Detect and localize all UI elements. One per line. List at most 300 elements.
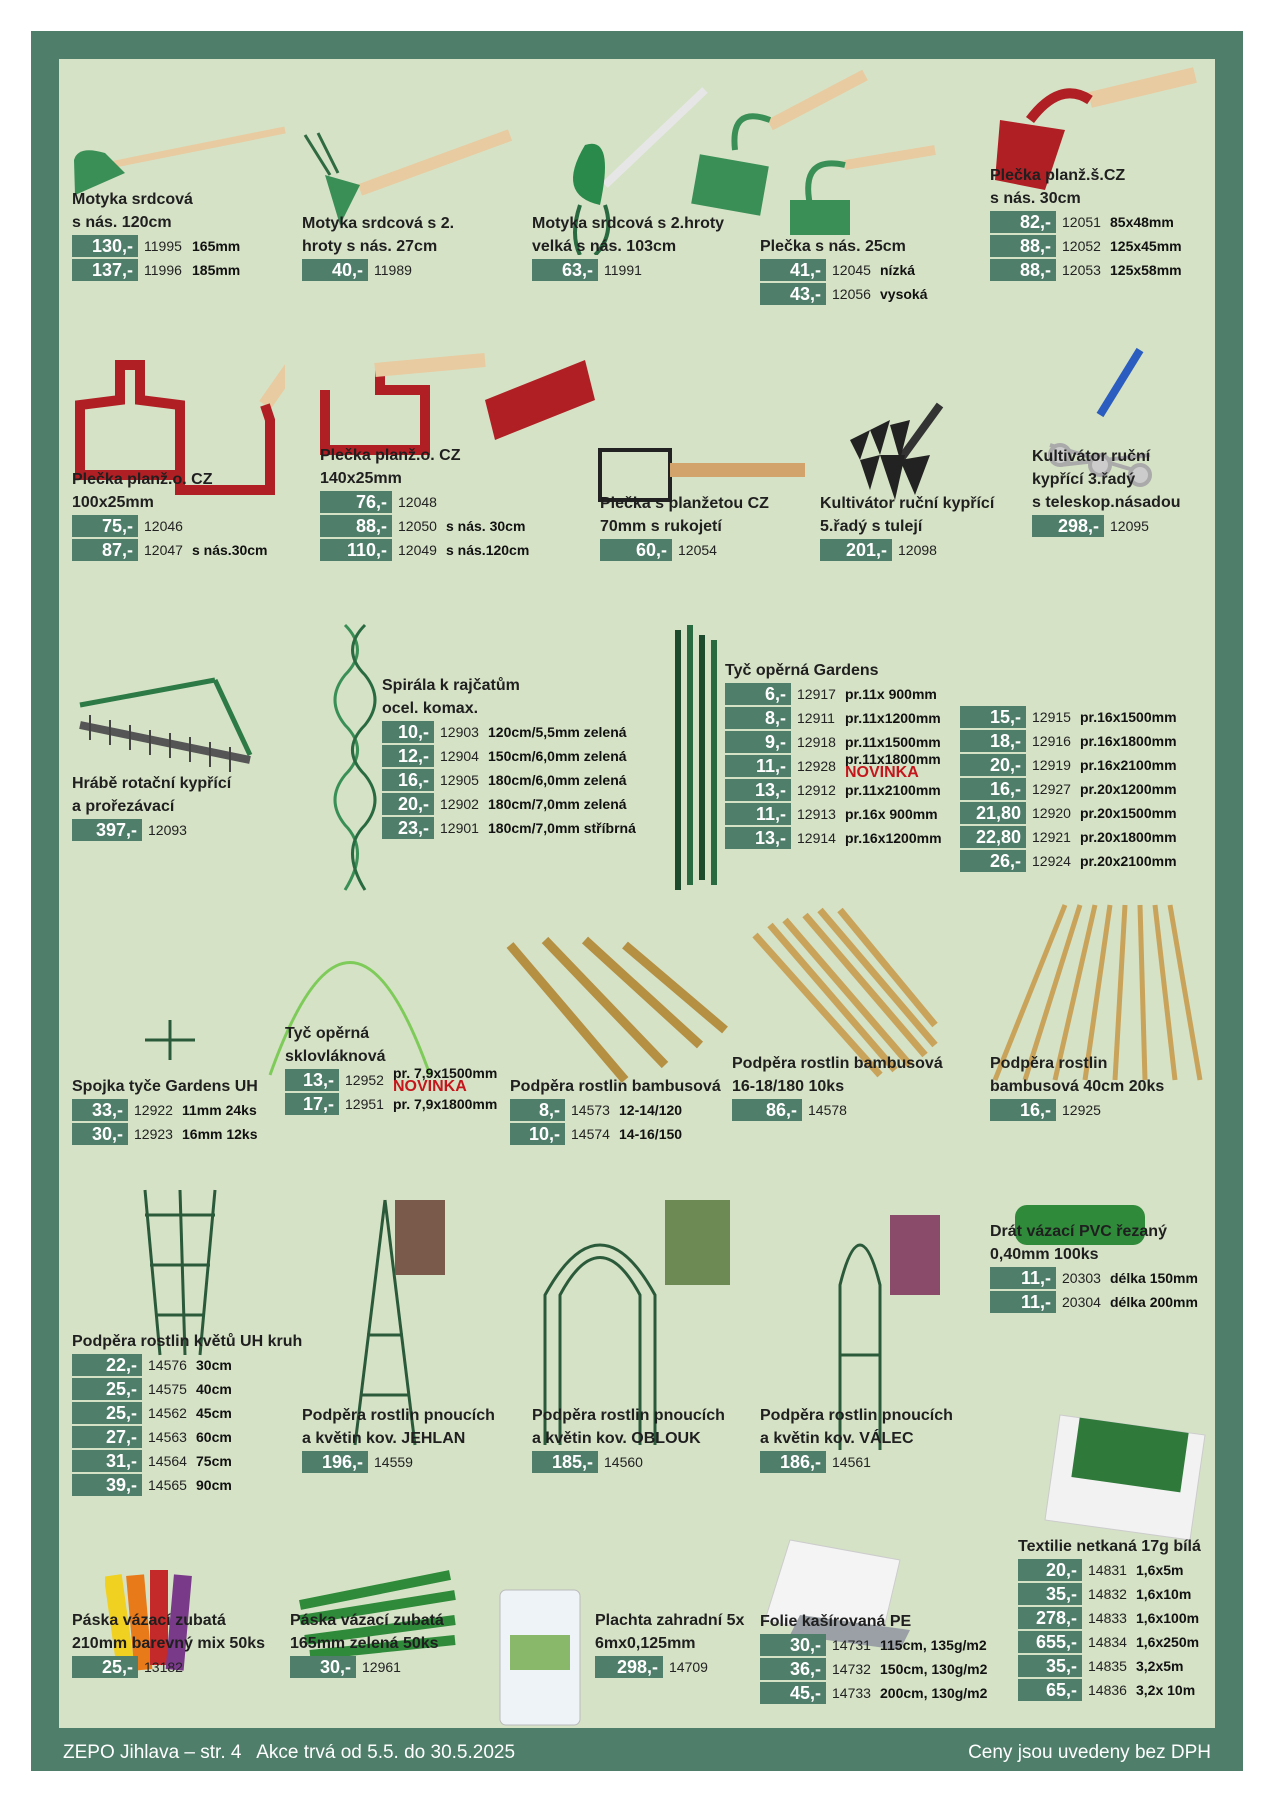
price-row xyxy=(960,849,1177,873)
product-block xyxy=(72,1609,265,1679)
product-variant: 12-14/120 xyxy=(619,1102,683,1118)
price-row xyxy=(510,1122,721,1146)
price-tag: 43,- xyxy=(760,283,826,305)
price-tag: 88,- xyxy=(320,515,392,537)
product-code: 12961 xyxy=(362,1659,401,1675)
product-variant: 85x48mm xyxy=(1110,214,1174,230)
product-block xyxy=(320,444,529,562)
price-row xyxy=(990,258,1182,282)
price-row xyxy=(72,1473,302,1497)
product-code: 20303 xyxy=(1062,1270,1101,1286)
price-tag: 16,- xyxy=(960,778,1026,800)
product-variant: 150cm/6,0mm zelená xyxy=(488,748,627,764)
price-tag: 12,- xyxy=(382,745,434,767)
product-title: Spirála k rajčatům ocel. komax. xyxy=(382,677,520,717)
product-code: 14560 xyxy=(604,1454,643,1470)
price-row xyxy=(532,1450,725,1474)
product-code: 14576 xyxy=(148,1357,187,1373)
price-row xyxy=(960,753,1177,777)
price-tag: 30,- xyxy=(760,1634,826,1656)
price-tag: 196,- xyxy=(302,1451,368,1473)
price-tag: 298,- xyxy=(1032,515,1104,537)
product-variant: délka 200mm xyxy=(1110,1294,1198,1310)
price-tag: 22,80 xyxy=(960,826,1026,848)
product-variant: pr.11x 900mm xyxy=(845,686,937,702)
product-code: 12916 xyxy=(1032,733,1071,749)
product-title: Plečka planž.o. CZ 100x25mm xyxy=(72,471,213,511)
product-variant: 14-16/150 xyxy=(619,1126,683,1142)
price-row xyxy=(1018,1654,1201,1678)
product-block xyxy=(382,674,636,840)
product-variant: 16mm 12ks xyxy=(182,1126,258,1142)
bambus-icon-1 xyxy=(505,935,730,1085)
price-row xyxy=(990,1098,1164,1122)
product-block xyxy=(532,1404,725,1474)
footer-left: ZEPO Jihlava – str. 4 Akce trvá od 5.5. do 30.5.2025 xyxy=(63,1741,516,1763)
product-variant: 40cm xyxy=(196,1381,232,1397)
product-variant: 75cm xyxy=(196,1453,232,1469)
product-variant: 60cm xyxy=(196,1429,232,1445)
price-tag: 15,- xyxy=(960,706,1026,728)
product-title: Plečka s nás. 25cm xyxy=(760,238,906,255)
product-code: 14733 xyxy=(832,1685,871,1701)
price-row xyxy=(725,751,942,781)
product-variant: s nás.120cm xyxy=(446,542,530,558)
price-row xyxy=(320,514,529,538)
price-row xyxy=(285,1092,497,1116)
price-tag: 36,- xyxy=(760,1658,826,1680)
product-title: Textilie netkaná 17g bílá xyxy=(1018,1538,1201,1555)
price-row xyxy=(760,1681,987,1705)
product-variant: 1,6x10m xyxy=(1136,1586,1192,1602)
product-block xyxy=(72,1330,302,1497)
product-code: 14835 xyxy=(1088,1658,1127,1674)
price-tag: 39,- xyxy=(72,1474,142,1496)
price-row xyxy=(960,801,1177,825)
product-code: 12917 xyxy=(797,686,836,702)
product-code: 11989 xyxy=(374,262,412,278)
product-code: 12098 xyxy=(898,542,937,558)
price-row xyxy=(302,258,454,282)
product-variant: 1,6x250m xyxy=(1136,1634,1200,1650)
spirala-icon xyxy=(330,620,380,895)
product-code: 12056 xyxy=(832,286,871,302)
price-tag: 31,- xyxy=(72,1450,142,1472)
product-code: 14561 xyxy=(832,1454,871,1470)
product-variant: 180cm/6,0mm zelená xyxy=(488,772,627,788)
product-title: Podpěra rostlin bambusová 16-18/180 10ks xyxy=(732,1055,943,1095)
product-variant: pr. 7,9x1800mm xyxy=(393,1096,498,1112)
product-code: 14834 xyxy=(1088,1634,1127,1650)
product-variant: pr.20x1800mm xyxy=(1080,829,1177,845)
price-row xyxy=(725,682,942,706)
price-tag: 82,- xyxy=(990,211,1056,233)
price-tag: 298,- xyxy=(595,1656,663,1678)
product-title: Podpěra rostlin bambusová xyxy=(510,1078,721,1095)
product-title: Drát vázací PVC řezaný 0,40mm 100ks xyxy=(990,1223,1167,1263)
product-variant: pr. 7,9x1500mm xyxy=(393,1065,498,1081)
product-code: 14575 xyxy=(148,1381,187,1397)
product-title: Kultivátor ruční kypřící 3.řadý s teleskop.násadou xyxy=(1032,448,1181,511)
product-variant: 1,6x100m xyxy=(1136,1610,1200,1626)
product-code: 12920 xyxy=(1032,805,1071,821)
product-variant: pr.16x1800mm xyxy=(1080,733,1177,749)
product-code: 14732 xyxy=(832,1661,871,1677)
product-code: 14563 xyxy=(148,1429,187,1445)
price-row xyxy=(72,1122,258,1146)
product-code: 14578 xyxy=(808,1102,847,1118)
product-title: Tyč opěrná sklovláknová xyxy=(285,1025,386,1065)
product-block xyxy=(302,212,454,282)
product-block xyxy=(1018,1535,1201,1702)
product-title: Motyka srdcová s 2.hroty velká s nás. 103cm xyxy=(532,215,725,255)
price-row xyxy=(725,802,942,826)
product-code: 14573 xyxy=(571,1102,610,1118)
price-tag: 88,- xyxy=(990,235,1056,257)
price-tag: 21,80 xyxy=(960,802,1026,824)
product-variant: 125x58mm xyxy=(1110,262,1182,278)
price-tag: 11,- xyxy=(990,1267,1056,1289)
price-row xyxy=(960,777,1177,801)
product-code: 12050 xyxy=(398,518,437,534)
product-code: 12047 xyxy=(144,542,183,558)
product-code: 12928 xyxy=(797,758,836,774)
product-variant: pr.11x1800mm xyxy=(845,751,941,767)
product-variant: 90cm xyxy=(196,1477,232,1493)
product-block xyxy=(760,1610,987,1705)
product-code: 12093 xyxy=(148,822,187,838)
product-title: Plachta zahradní 5x 6mx0,125mm xyxy=(595,1612,745,1652)
novinka-badge: NOVINKA xyxy=(393,1078,467,1095)
product-block xyxy=(72,1075,258,1146)
product-code: 12915 xyxy=(1032,709,1071,725)
price-row xyxy=(382,792,636,816)
price-row xyxy=(725,706,942,730)
plecka-icon xyxy=(690,65,940,235)
product-variant: 165mm xyxy=(192,238,241,254)
product-code: 12905 xyxy=(440,772,479,788)
product-block xyxy=(72,188,240,282)
product-title: Podpěra rostlin bambusová 40cm 20ks xyxy=(990,1055,1165,1095)
tyc-gardens-icon xyxy=(670,620,720,895)
product-title: Páska vázací zubatá 165mm zelená 50ks xyxy=(290,1612,444,1652)
netkana-textilie-icon xyxy=(1040,1405,1210,1545)
product-title: Plečka s planžetou CZ 70mm s rukojetí xyxy=(600,495,769,535)
price-row xyxy=(72,538,268,562)
footer xyxy=(31,1734,1243,1771)
product-block xyxy=(760,1404,953,1474)
price-tag: 185,- xyxy=(532,1451,598,1473)
product-variant: 3,2x 10m xyxy=(1136,1682,1196,1698)
product-code: 12901 xyxy=(440,820,479,836)
product-code: 12051 xyxy=(1062,214,1101,230)
price-row xyxy=(72,1353,302,1377)
product-variant: pr.16x1200mm xyxy=(845,830,942,846)
product-code: 14709 xyxy=(669,1659,708,1675)
price-tag: 35,- xyxy=(1018,1655,1082,1677)
price-row xyxy=(1018,1606,1201,1630)
price-tag: 35,- xyxy=(1018,1583,1082,1605)
price-row xyxy=(732,1098,943,1122)
product-code: 13182 xyxy=(144,1659,183,1675)
price-tag: 23,- xyxy=(382,817,434,839)
product-code: 12913 xyxy=(797,806,836,822)
product-code: 14562 xyxy=(148,1405,187,1421)
price-row xyxy=(382,744,636,768)
product-code: 14564 xyxy=(148,1453,187,1469)
price-row xyxy=(760,1450,953,1474)
product-code: 12903 xyxy=(440,724,479,740)
price-tag: 18,- xyxy=(960,730,1026,752)
price-tag: 86,- xyxy=(732,1099,802,1121)
price-row xyxy=(960,705,1177,729)
product-variant: s nás.30cm xyxy=(192,542,268,558)
product-code: 12925 xyxy=(1062,1102,1101,1118)
price-row xyxy=(285,1065,498,1095)
price-tag: 27,- xyxy=(72,1426,142,1448)
price-tag: 25,- xyxy=(72,1656,138,1678)
product-code: 11995 xyxy=(144,238,182,254)
product-variant: 180cm/7,0mm stříbrná xyxy=(488,820,636,836)
product-title: Páska vázací zubatá 210mm barevný mix 50ks xyxy=(72,1612,266,1652)
price-row xyxy=(960,825,1177,849)
product-variant: pr.20x1200mm xyxy=(1080,781,1177,797)
product-block xyxy=(732,1052,943,1122)
product-code: 14731 xyxy=(832,1637,871,1653)
price-tag: 9,- xyxy=(725,731,791,753)
hrabe-rotacni-icon xyxy=(75,670,260,780)
product-variant: pr.20x2100mm xyxy=(1080,853,1177,869)
price-tag: 13,- xyxy=(285,1069,339,1091)
product-block xyxy=(595,1609,744,1679)
product-code: 11996 xyxy=(144,262,182,278)
product-block xyxy=(960,705,1177,873)
price-row xyxy=(72,818,231,842)
product-code: 14559 xyxy=(374,1454,413,1470)
price-tag: 33,- xyxy=(72,1099,128,1121)
product-code: 12911 xyxy=(797,710,835,726)
product-variant: pr.16x 900mm xyxy=(845,806,938,822)
product-code: 12904 xyxy=(440,748,479,764)
price-row xyxy=(760,258,927,282)
price-tag: 20,- xyxy=(960,754,1026,776)
price-tag: 30,- xyxy=(72,1123,128,1145)
product-title: Podpěra rostlin pnoucích a květin kov. OBLOUK xyxy=(532,1407,725,1447)
product-code: 14836 xyxy=(1088,1682,1127,1698)
product-code: 12927 xyxy=(1032,781,1071,797)
product-variant: pr.11x1500mm xyxy=(845,734,941,750)
price-row xyxy=(382,720,636,744)
price-row xyxy=(72,1425,302,1449)
product-variant: s nás. 30cm xyxy=(446,518,526,534)
product-code: 14574 xyxy=(571,1126,610,1142)
product-code: 20304 xyxy=(1062,1294,1101,1310)
price-row xyxy=(72,514,268,538)
product-code: 12919 xyxy=(1032,757,1071,773)
price-row xyxy=(320,538,529,562)
product-block xyxy=(990,164,1182,282)
price-tag: 60,- xyxy=(600,539,672,561)
product-block xyxy=(725,659,942,850)
product-code: 12052 xyxy=(1062,238,1101,254)
price-tag: 88,- xyxy=(990,259,1056,281)
product-variant: 30cm xyxy=(196,1357,232,1373)
price-tag: 26,- xyxy=(960,850,1026,872)
price-tag: 87,- xyxy=(72,539,138,561)
product-block xyxy=(990,1052,1164,1122)
price-row xyxy=(990,234,1182,258)
product-block xyxy=(72,468,268,562)
product-title: Plečka planž.š.CZ s nás. 30cm xyxy=(990,167,1126,207)
product-variant: 120cm/5,5mm zelená xyxy=(488,724,627,740)
price-row xyxy=(320,490,529,514)
price-row xyxy=(72,1401,302,1425)
price-tag: 8,- xyxy=(725,707,791,729)
product-variant: nízká xyxy=(880,262,916,278)
price-tag: 76,- xyxy=(320,491,392,513)
product-variant: 1,6x5m xyxy=(1136,1562,1184,1578)
product-variant: 150cm, 130g/m2 xyxy=(880,1661,988,1677)
product-variant: pr.20x1500mm xyxy=(1080,805,1177,821)
novinka-badge: NOVINKA xyxy=(845,764,919,781)
product-code: 12914 xyxy=(797,830,836,846)
product-code: 12054 xyxy=(678,542,717,558)
price-row xyxy=(990,210,1182,234)
plachta-icon xyxy=(495,1585,585,1730)
product-block xyxy=(820,492,994,562)
product-code: 12095 xyxy=(1110,518,1149,534)
product-block xyxy=(302,1404,495,1474)
price-row xyxy=(72,1449,302,1473)
product-code: 12048 xyxy=(398,494,437,510)
product-block xyxy=(510,1075,721,1146)
product-variant: pr.16x2100mm xyxy=(1080,757,1177,773)
price-row xyxy=(990,1290,1198,1314)
product-title: Motyka srdcová s nás. 120cm xyxy=(72,191,193,231)
price-tag: 25,- xyxy=(72,1402,142,1424)
product-code: 11991 xyxy=(604,262,642,278)
price-row xyxy=(760,282,927,306)
price-tag: 16,- xyxy=(382,769,434,791)
product-title: Kultivátor ruční kypřící 5.řadý s tulejí xyxy=(820,495,995,535)
product-code: 12952 xyxy=(345,1072,384,1088)
product-code: 12924 xyxy=(1032,853,1071,869)
spojka-icon xyxy=(140,1015,200,1060)
product-title: Spojka tyče Gardens UH xyxy=(72,1078,258,1095)
price-row xyxy=(382,816,636,840)
product-block xyxy=(532,212,724,282)
product-code: 14831 xyxy=(1088,1562,1127,1578)
price-row xyxy=(510,1098,721,1122)
price-row xyxy=(1032,514,1181,538)
price-tag: 20,- xyxy=(382,793,434,815)
product-variant: 125x45mm xyxy=(1110,238,1182,254)
price-tag: 278,- xyxy=(1018,1607,1082,1629)
product-block xyxy=(290,1609,444,1679)
product-block xyxy=(760,235,927,306)
price-tag: 13,- xyxy=(725,779,791,801)
product-block xyxy=(1032,445,1181,538)
product-variant: 115cm, 135g/m2 xyxy=(880,1637,987,1653)
product-title: Folie kašírovaná PE xyxy=(760,1613,912,1630)
price-row xyxy=(760,1657,987,1681)
product-code: 12912 xyxy=(797,782,836,798)
product-code: 12045 xyxy=(832,262,871,278)
price-row xyxy=(382,768,636,792)
product-title: Hrábě rotační kypřící a prořezávací xyxy=(72,775,232,815)
product-block xyxy=(990,1220,1198,1314)
price-tag: 8,- xyxy=(510,1099,565,1121)
price-row xyxy=(1018,1630,1201,1654)
product-code: 14565 xyxy=(148,1477,187,1493)
price-tag: 75,- xyxy=(72,515,138,537)
price-row xyxy=(990,1266,1198,1290)
price-tag: 11,- xyxy=(725,803,791,825)
price-row xyxy=(725,778,942,802)
product-block xyxy=(285,1022,497,1116)
price-tag: 130,- xyxy=(72,235,138,257)
product-variant: 200cm, 130g/m2 xyxy=(880,1685,988,1701)
price-row xyxy=(600,538,769,562)
product-code: 12923 xyxy=(134,1126,173,1142)
price-tag: 201,- xyxy=(820,539,892,561)
price-tag: 186,- xyxy=(760,1451,826,1473)
price-tag: 10,- xyxy=(382,721,434,743)
price-tag: 17,- xyxy=(285,1093,339,1115)
price-row xyxy=(290,1655,444,1679)
price-tag: 22,- xyxy=(72,1354,142,1376)
price-tag: 20,- xyxy=(1018,1559,1082,1581)
product-variant: pr.11x2100mm xyxy=(845,782,941,798)
price-tag: 63,- xyxy=(532,259,598,281)
price-tag: 6,- xyxy=(725,683,791,705)
product-title: Tyč opěrná Gardens xyxy=(725,662,879,679)
product-variant: 185mm xyxy=(192,262,241,278)
product-title: Plečka planž.o. CZ 140x25mm xyxy=(320,447,461,487)
product-title: Motyka srdcová s 2. hroty s nás. 27cm xyxy=(302,215,455,255)
price-row xyxy=(532,258,724,282)
price-row xyxy=(960,729,1177,753)
price-row xyxy=(760,1633,987,1657)
price-tag: 655,- xyxy=(1018,1631,1082,1653)
price-row xyxy=(302,1450,495,1474)
product-code: 12046 xyxy=(144,518,183,534)
price-row xyxy=(725,826,942,850)
price-tag: 16,- xyxy=(990,1099,1056,1121)
product-title: Podpěra rostlin pnoucích a květin kov. VÁLEC xyxy=(760,1407,953,1447)
product-variant: délka 150mm xyxy=(1110,1270,1198,1286)
price-row xyxy=(1018,1558,1201,1582)
product-code: 12053 xyxy=(1062,262,1101,278)
product-code: 12902 xyxy=(440,796,479,812)
product-title: Podpěra rostlin pnoucích a květin kov. JEHLAN xyxy=(302,1407,495,1447)
price-tag: 11,- xyxy=(725,755,791,777)
price-row xyxy=(1018,1678,1201,1702)
product-code: 12921 xyxy=(1032,829,1071,845)
product-variant: 3,2x5m xyxy=(1136,1658,1184,1674)
product-variant: 180cm/7,0mm zelená xyxy=(488,796,627,812)
price-tag: 40,- xyxy=(302,259,368,281)
product-title: Podpěra rostlin květů UH kruh xyxy=(72,1333,303,1350)
price-tag: 13,- xyxy=(725,827,791,849)
product-block xyxy=(72,772,231,842)
price-tag: 65,- xyxy=(1018,1679,1082,1701)
product-code: 14832 xyxy=(1088,1586,1127,1602)
price-tag: 45,- xyxy=(760,1682,826,1704)
product-code: 12049 xyxy=(398,542,437,558)
product-variant: 11mm 24ks xyxy=(182,1102,257,1118)
price-tag: 11,- xyxy=(990,1291,1056,1313)
